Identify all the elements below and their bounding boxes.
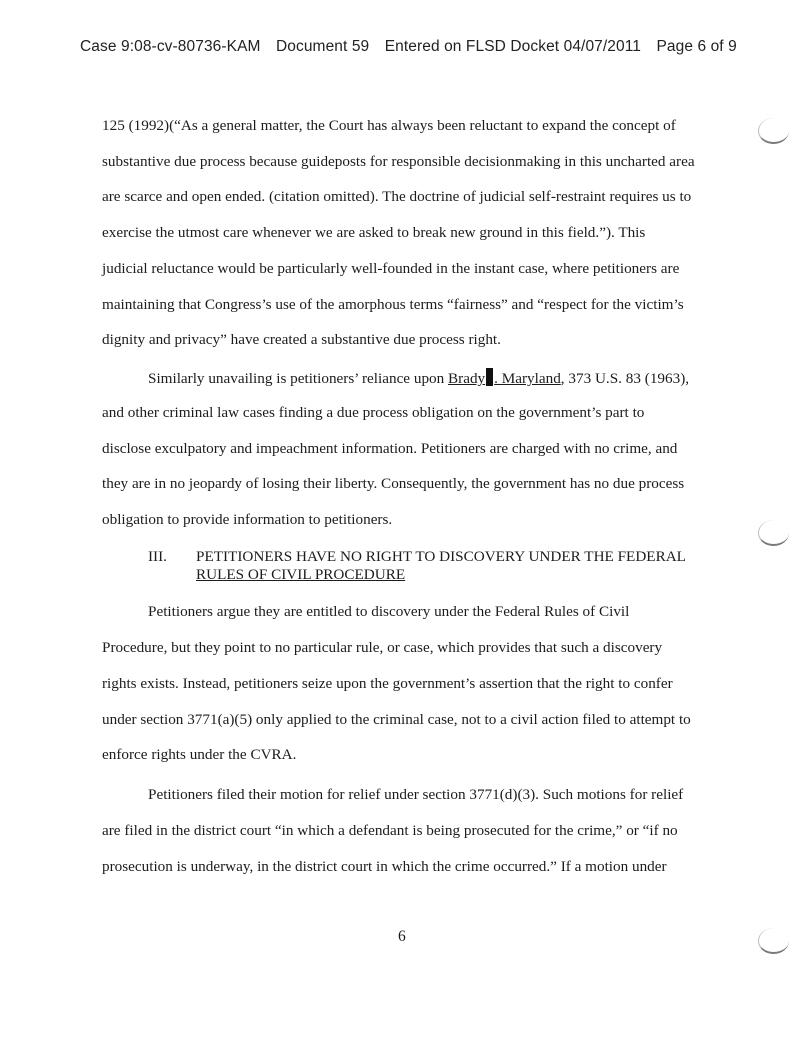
page-count: Page 6 of 9 xyxy=(656,38,737,55)
punch-hole-icon xyxy=(758,928,789,954)
body-line: rights exists. Instead, petitioners seize upon the government’s assertion that the right to confer xyxy=(102,675,673,692)
body-line: disclose exculpatory and impeachment information. Petitioners are charged with no crime, and xyxy=(102,440,678,457)
page-number: 6 xyxy=(398,928,406,945)
body-line: Similarly unavailing is petitioners’ reliance upon Brady . Maryland, 373 U.S. 83 (1963), xyxy=(148,370,690,387)
body-line: Petitioners argue they are entitled to discovery under the Federal Rules of Civil xyxy=(148,603,630,620)
body-line: and other criminal law cases finding a due process obligation on the government’s part to xyxy=(102,404,645,421)
punch-hole-icon xyxy=(758,118,789,144)
body-line: they are in no jeopardy of losing their liberty. Consequently, the government has no due process xyxy=(102,475,685,492)
body-line: under section 3771(a)(5) only applied to the criminal case, not to a civil action filed to attempt to xyxy=(102,711,691,728)
body-line: dignity and privacy” have created a substantive due process right. xyxy=(102,331,501,348)
body-line: substantive due process because guideposts for responsible decisionmaking in this uncharted area xyxy=(102,153,695,170)
document-number: Document 59 xyxy=(275,38,370,55)
section-number: III. xyxy=(148,548,167,565)
body-line: are filed in the district court “in which a defendant is being prosecuted for the crime,” or “if no xyxy=(102,822,678,839)
body-line: enforce rights under the CVRA. xyxy=(102,746,297,763)
case-citation-maryland: . Maryland xyxy=(494,370,561,387)
body-line: exercise the utmost care whenever we are asked to break new ground in this field.”). This xyxy=(102,224,646,241)
punch-hole-icon xyxy=(758,520,789,546)
section-heading-line1: PETITIONERS HAVE NO RIGHT TO DISCOVERY UNDER THE FEDERAL xyxy=(196,548,686,565)
docket-header xyxy=(80,38,740,56)
body-line: Petitioners filed their motion for relief under section 3771(d)(3). Such motions for relief xyxy=(148,786,684,803)
body-line: 125 (1992)(“As a general matter, the Court has always been reluctant to expand the concept of xyxy=(102,117,676,134)
body-line: judicial reluctance would be particularly well-founded in the instant case, where petitioners are xyxy=(102,260,680,277)
section-heading-line2: RULES OF CIVIL PROCEDURE xyxy=(196,566,406,583)
docket-entry: Entered on FLSD Docket 04/07/2011 xyxy=(384,38,642,55)
body-line: are scarce and open ended. (citation omitted). The doctrine of judicial self-restraint requires us to xyxy=(102,188,692,205)
redaction-mark xyxy=(486,368,493,386)
body-line: maintaining that Congress’s use of the amorphous terms “fairness” and “respect for the victim’s xyxy=(102,296,684,313)
body-line: obligation to provide information to petitioners. xyxy=(102,511,393,528)
body-line: Procedure, but they point to no particular rule, or case, which provides that such a discovery xyxy=(102,639,663,656)
case-citation-brady: Brady xyxy=(448,370,486,387)
body-line: prosecution is underway, in the district court in which the crime occurred.” If a motion under xyxy=(102,858,667,875)
case-number: Case 9:08-cv-80736-KAM xyxy=(80,38,261,55)
